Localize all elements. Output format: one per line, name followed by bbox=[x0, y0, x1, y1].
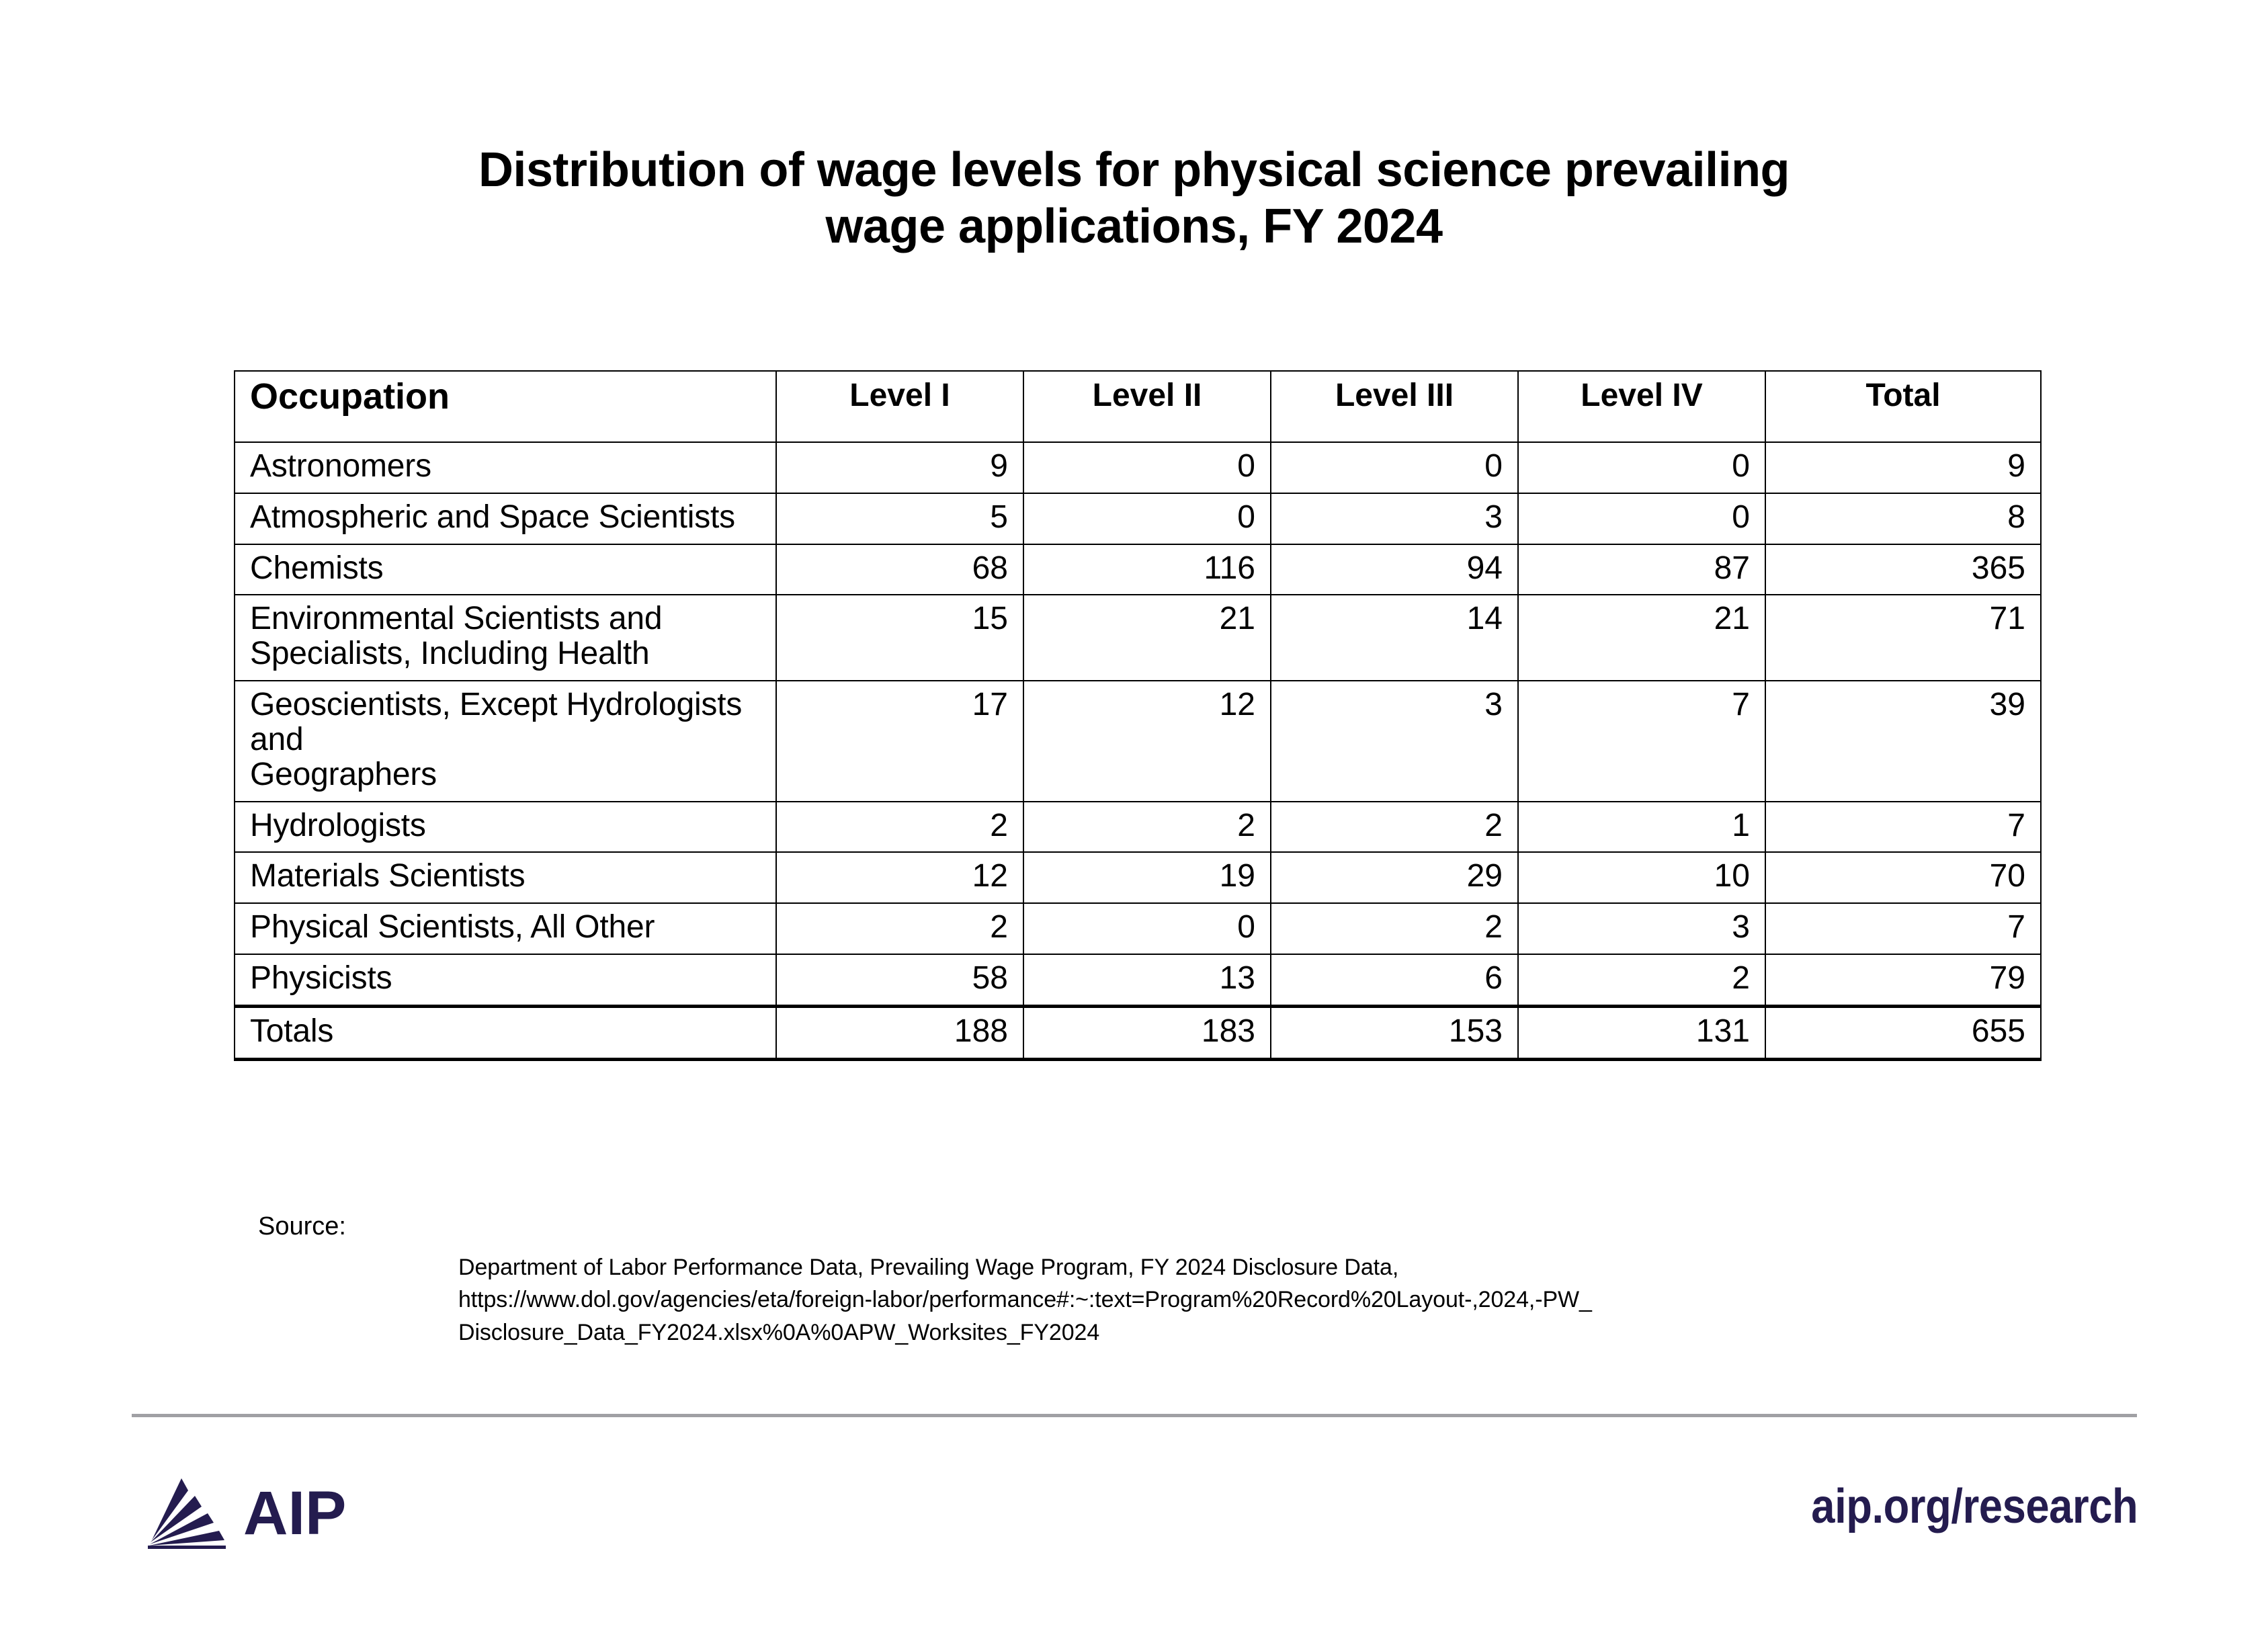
column-header-level-3: Level III bbox=[1271, 371, 1518, 442]
cell-level-2: 0 bbox=[1023, 442, 1271, 493]
column-header-level-2: Level II bbox=[1023, 371, 1271, 442]
cell-total: 70 bbox=[1765, 852, 2041, 903]
occupation-line-1: Atmospheric and Space Scientists bbox=[250, 499, 735, 535]
source-line-3: Disclosure_Data_FY2024.xlsx%0A%0APW_Worksites_FY2024 bbox=[458, 1319, 1100, 1345]
cell-occupation bbox=[235, 681, 776, 801]
occupation-line-2: Specialists, Including Health bbox=[250, 636, 650, 672]
column-header-occupation: Occupation bbox=[235, 371, 776, 442]
occupation-line-1: Geoscientists, Except Hydrologists and bbox=[250, 687, 743, 757]
cell-level-3: 6 bbox=[1271, 954, 1518, 1006]
cell-level-1: 12 bbox=[776, 852, 1023, 903]
cell-level-1: 9 bbox=[776, 442, 1023, 493]
cell-level-2: 0 bbox=[1023, 903, 1271, 954]
table-row bbox=[235, 544, 2041, 595]
wage-level-table bbox=[234, 370, 2042, 1061]
occupation-line-1: Physical Scientists, All Other bbox=[250, 909, 655, 945]
cell-total: 71 bbox=[1765, 595, 2041, 681]
wage-level-table-container bbox=[234, 370, 2040, 1061]
cell-total: 365 bbox=[1765, 544, 2041, 595]
cell-total: 79 bbox=[1765, 954, 2041, 1006]
cell-total: 9 bbox=[1765, 442, 2041, 493]
table-row bbox=[235, 852, 2041, 903]
table-row bbox=[235, 802, 2041, 853]
cell-level-2: 12 bbox=[1023, 681, 1271, 801]
cell-total: 39 bbox=[1765, 681, 2041, 801]
source-line-1: Department of Labor Performance Data, Prevailing Wage Program, FY 2024 Disclosure Data, bbox=[458, 1255, 1399, 1280]
page-title-line-1: Distribution of wage levels for physical science prevailing bbox=[478, 143, 1790, 197]
table-row bbox=[235, 493, 2041, 544]
cell-occupation bbox=[235, 802, 776, 853]
cell-total: 655 bbox=[1765, 1006, 2041, 1059]
cell-level-3: 3 bbox=[1271, 493, 1518, 544]
cell-level-4: 131 bbox=[1518, 1006, 1765, 1059]
cell-total: 7 bbox=[1765, 903, 2041, 954]
table-row bbox=[235, 954, 2041, 1006]
occupation-line-1: Environmental Scientists and bbox=[250, 601, 663, 637]
cell-level-2: 13 bbox=[1023, 954, 1271, 1006]
occupation-line-1: Hydrologists bbox=[250, 807, 426, 843]
source-label: Source: bbox=[258, 1212, 346, 1240]
page-title bbox=[0, 142, 2268, 255]
cell-level-3: 3 bbox=[1271, 681, 1518, 801]
cell-occupation bbox=[235, 903, 776, 954]
aip-fan-icon bbox=[144, 1476, 228, 1551]
cell-level-3: 14 bbox=[1271, 595, 1518, 681]
cell-level-1: 188 bbox=[776, 1006, 1023, 1059]
cell-level-3: 94 bbox=[1271, 544, 1518, 595]
cell-level-3: 2 bbox=[1271, 903, 1518, 954]
cell-level-3: 29 bbox=[1271, 852, 1518, 903]
cell-level-2: 21 bbox=[1023, 595, 1271, 681]
table-row-totals bbox=[235, 1006, 2041, 1059]
column-header-level-1: Level I bbox=[776, 371, 1023, 442]
column-header-level-4: Level IV bbox=[1518, 371, 1765, 442]
occupation-line-1: Physicists bbox=[250, 960, 392, 997]
cell-level-4: 7 bbox=[1518, 681, 1765, 801]
cell-level-4: 0 bbox=[1518, 493, 1765, 544]
source-url[interactable]: https://www.dol.gov/agencies/eta/foreign-labor/performance#:~:text=Program%20Record%20Layout-,2024,-PW_ bbox=[458, 1287, 1592, 1313]
cell-level-2: 19 bbox=[1023, 852, 1271, 903]
table-row bbox=[235, 442, 2041, 493]
cell-level-1: 2 bbox=[776, 903, 1023, 954]
cell-level-2: 0 bbox=[1023, 493, 1271, 544]
cell-level-1: 68 bbox=[776, 544, 1023, 595]
cell-level-1: 15 bbox=[776, 595, 1023, 681]
table-row bbox=[235, 903, 2041, 954]
table-row bbox=[235, 681, 2041, 801]
cell-occupation bbox=[235, 544, 776, 595]
cell-level-4: 10 bbox=[1518, 852, 1765, 903]
occupation-line-1: Totals bbox=[250, 1013, 334, 1049]
source-block bbox=[258, 1214, 1871, 1349]
cell-occupation bbox=[235, 442, 776, 493]
cell-level-1: 5 bbox=[776, 493, 1023, 544]
cell-occupation bbox=[235, 1006, 776, 1059]
cell-level-4: 21 bbox=[1518, 595, 1765, 681]
cell-occupation bbox=[235, 595, 776, 681]
cell-level-2: 2 bbox=[1023, 802, 1271, 853]
footer-divider bbox=[132, 1414, 2137, 1417]
cell-occupation bbox=[235, 493, 776, 544]
source-body bbox=[458, 1251, 1871, 1349]
cell-level-4: 2 bbox=[1518, 954, 1765, 1006]
cell-level-1: 58 bbox=[776, 954, 1023, 1006]
occupation-line-1: Astronomers bbox=[250, 448, 431, 484]
aip-logo-text: AIP bbox=[243, 1479, 347, 1548]
cell-occupation bbox=[235, 852, 776, 903]
table-body bbox=[235, 442, 2041, 1059]
cell-level-3: 153 bbox=[1271, 1006, 1518, 1059]
cell-level-1: 17 bbox=[776, 681, 1023, 801]
occupation-line-2: Geographers bbox=[250, 756, 437, 792]
cell-level-2: 116 bbox=[1023, 544, 1271, 595]
cell-level-4: 0 bbox=[1518, 442, 1765, 493]
cell-total: 8 bbox=[1765, 493, 2041, 544]
aip-logo[interactable] bbox=[144, 1476, 346, 1551]
cell-level-4: 87 bbox=[1518, 544, 1765, 595]
table-header bbox=[235, 371, 2041, 442]
cell-level-4: 3 bbox=[1518, 903, 1765, 954]
cell-level-3: 2 bbox=[1271, 802, 1518, 853]
cell-total: 7 bbox=[1765, 802, 2041, 853]
footer-website-link[interactable]: aip.org/research bbox=[1811, 1480, 2138, 1533]
cell-level-3: 0 bbox=[1271, 442, 1518, 493]
cell-level-1: 2 bbox=[776, 802, 1023, 853]
occupation-line-1: Chemists bbox=[250, 550, 384, 586]
occupation-line-1: Materials Scientists bbox=[250, 858, 526, 894]
page-title-line-2: wage applications, FY 2024 bbox=[825, 199, 1443, 253]
table-row bbox=[235, 595, 2041, 681]
table-header-row bbox=[235, 371, 2041, 442]
column-header-total: Total bbox=[1765, 371, 2041, 442]
cell-occupation bbox=[235, 954, 776, 1006]
cell-level-4: 1 bbox=[1518, 802, 1765, 853]
cell-level-2: 183 bbox=[1023, 1006, 1271, 1059]
